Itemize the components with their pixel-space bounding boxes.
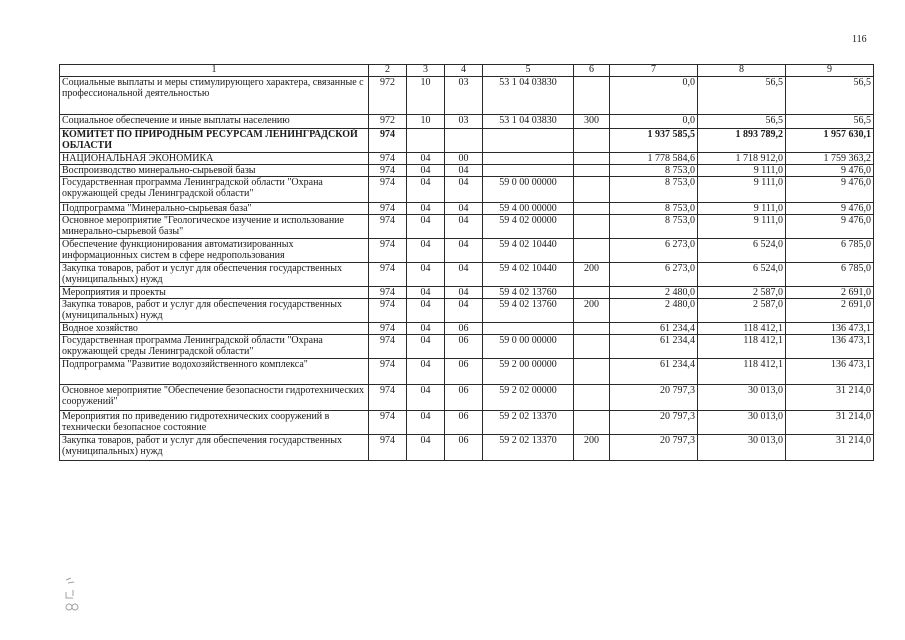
row-name: Воспроизводство минерально-сырьевой базы — [60, 165, 369, 177]
table-row — [60, 77, 874, 115]
row-ministry-code: 974 — [369, 239, 407, 263]
row-expense-type — [574, 165, 610, 177]
row-ministry-code: 974 — [369, 335, 407, 359]
table-row — [60, 129, 874, 153]
row-subsection-code: 04 — [445, 299, 483, 323]
row-amount-col7: 6 273,0 — [610, 239, 698, 263]
row-section-code: 04 — [407, 239, 445, 263]
row-amount-col7: 1 778 584,6 — [610, 153, 698, 165]
column-header: 2 — [369, 65, 407, 77]
row-section-code: 04 — [407, 287, 445, 299]
table-row — [60, 385, 874, 411]
row-name: Мероприятия и проекты — [60, 287, 369, 299]
row-amount-col9: 6 785,0 — [786, 239, 874, 263]
table-row — [60, 263, 874, 287]
row-subsection-code: 06 — [445, 323, 483, 335]
row-target-article: 53 1 04 03830 — [483, 115, 574, 129]
row-subsection-code: 04 — [445, 215, 483, 239]
row-name: Социальное обеспечение и иные выплаты населению — [60, 115, 369, 129]
row-target-article: 59 4 02 10440 — [483, 239, 574, 263]
row-amount-col9: 9 476,0 — [786, 215, 874, 239]
row-target-article — [483, 153, 574, 165]
row-section-code: 04 — [407, 215, 445, 239]
row-ministry-code: 974 — [369, 263, 407, 287]
row-expense-type — [574, 359, 610, 385]
row-name: Государственная программа Ленинградской области "Охрана окружающей среды Ленинградской области" — [60, 177, 369, 203]
scan-margin-marks — [65, 576, 79, 614]
row-target-article: 59 4 02 10440 — [483, 263, 574, 287]
row-amount-col9: 9 476,0 — [786, 165, 874, 177]
row-ministry-code: 974 — [369, 165, 407, 177]
row-name: Основное мероприятие "Обеспечение безопасности гидротехнических сооружений" — [60, 385, 369, 411]
row-amount-col9: 2 691,0 — [786, 299, 874, 323]
table-row — [60, 177, 874, 203]
row-section-code — [407, 129, 445, 153]
row-ministry-code: 974 — [369, 323, 407, 335]
row-amount-col7: 61 234,4 — [610, 359, 698, 385]
row-amount-col8: 56,5 — [698, 115, 786, 129]
budget-table — [59, 64, 874, 461]
row-amount-col7: 8 753,0 — [610, 177, 698, 203]
row-amount-col8: 30 013,0 — [698, 435, 786, 461]
row-expense-type: 300 — [574, 115, 610, 129]
row-ministry-code: 974 — [369, 385, 407, 411]
row-target-article — [483, 165, 574, 177]
row-name: Подпрограмма "Минерально-сырьевая база" — [60, 203, 369, 215]
row-name: Государственная программа Ленинградской области "Охрана окружающей среды Ленинградской области" — [60, 335, 369, 359]
table-row — [60, 165, 874, 177]
table-row — [60, 239, 874, 263]
row-amount-col7: 8 753,0 — [610, 215, 698, 239]
row-subsection-code: 03 — [445, 77, 483, 115]
row-name: Социальные выплаты и меры стимулирующего характера, связанные с профессиональной деятельностью — [60, 77, 369, 115]
row-subsection-code: 06 — [445, 435, 483, 461]
row-amount-col8: 6 524,0 — [698, 239, 786, 263]
row-ministry-code: 974 — [369, 203, 407, 215]
row-amount-col8: 9 111,0 — [698, 215, 786, 239]
column-header: 7 — [610, 65, 698, 77]
row-subsection-code: 00 — [445, 153, 483, 165]
row-amount-col7: 2 480,0 — [610, 287, 698, 299]
row-amount-col9: 136 473,1 — [786, 323, 874, 335]
row-expense-type — [574, 77, 610, 115]
table-row — [60, 215, 874, 239]
row-section-code: 04 — [407, 299, 445, 323]
row-amount-col8: 118 412,1 — [698, 335, 786, 359]
row-expense-type — [574, 335, 610, 359]
row-amount-col7: 8 753,0 — [610, 165, 698, 177]
row-target-article: 59 0 00 00000 — [483, 335, 574, 359]
row-amount-col8: 1 718 912,0 — [698, 153, 786, 165]
row-amount-col9: 136 473,1 — [786, 359, 874, 385]
row-ministry-code: 974 — [369, 129, 407, 153]
row-target-article: 59 0 00 00000 — [483, 177, 574, 203]
row-amount-col7: 0,0 — [610, 115, 698, 129]
row-amount-col9: 31 214,0 — [786, 411, 874, 435]
row-section-code: 04 — [407, 359, 445, 385]
row-section-code: 04 — [407, 435, 445, 461]
row-amount-col7: 20 797,3 — [610, 385, 698, 411]
table-row — [60, 359, 874, 385]
column-header: 3 — [407, 65, 445, 77]
row-target-article: 59 4 02 13760 — [483, 287, 574, 299]
row-amount-col9: 2 691,0 — [786, 287, 874, 299]
row-subsection-code: 06 — [445, 411, 483, 435]
row-section-code: 04 — [407, 263, 445, 287]
row-amount-col8: 56,5 — [698, 77, 786, 115]
row-subsection-code: 04 — [445, 239, 483, 263]
row-amount-col9: 1 957 630,1 — [786, 129, 874, 153]
column-header: 6 — [574, 65, 610, 77]
row-expense-type — [574, 177, 610, 203]
row-amount-col9: 1 759 363,2 — [786, 153, 874, 165]
table-row — [60, 287, 874, 299]
row-section-code: 04 — [407, 335, 445, 359]
row-ministry-code: 974 — [369, 435, 407, 461]
row-expense-type — [574, 323, 610, 335]
row-name: Основное мероприятие "Геологическое изучение и использование минерально-сырьевой базы" — [60, 215, 369, 239]
row-amount-col7: 6 273,0 — [610, 263, 698, 287]
row-expense-type — [574, 411, 610, 435]
row-expense-type: 200 — [574, 263, 610, 287]
row-amount-col8: 1 893 789,2 — [698, 129, 786, 153]
row-amount-col7: 2 480,0 — [610, 299, 698, 323]
row-name: Подпрограмма "Развитие водохозяйственного комплекса" — [60, 359, 369, 385]
row-amount-col8: 30 013,0 — [698, 385, 786, 411]
table-row — [60, 411, 874, 435]
handwritten-mark-icon — [65, 576, 79, 612]
row-expense-type — [574, 239, 610, 263]
row-expense-type — [574, 129, 610, 153]
row-subsection-code: 04 — [445, 263, 483, 287]
row-amount-col7: 20 797,3 — [610, 435, 698, 461]
row-amount-col7: 8 753,0 — [610, 203, 698, 215]
row-section-code: 04 — [407, 323, 445, 335]
row-target-article: 59 2 02 13370 — [483, 435, 574, 461]
row-amount-col9: 31 214,0 — [786, 385, 874, 411]
row-section-code: 04 — [407, 203, 445, 215]
row-target-article: 59 2 00 00000 — [483, 359, 574, 385]
row-amount-col8: 6 524,0 — [698, 263, 786, 287]
row-target-article: 59 2 02 00000 — [483, 385, 574, 411]
row-amount-col7: 61 234,4 — [610, 335, 698, 359]
row-amount-col8: 9 111,0 — [698, 165, 786, 177]
row-ministry-code: 974 — [369, 299, 407, 323]
row-target-article: 53 1 04 03830 — [483, 77, 574, 115]
page-number: 116 — [852, 34, 867, 45]
row-section-code: 04 — [407, 177, 445, 203]
row-ministry-code: 974 — [369, 177, 407, 203]
row-amount-col9: 56,5 — [786, 115, 874, 129]
row-section-code: 10 — [407, 115, 445, 129]
table-row — [60, 153, 874, 165]
row-name: Обеспечение функционирования автоматизированных информационных систем в сфере недропользования — [60, 239, 369, 263]
row-target-article: 59 4 00 00000 — [483, 203, 574, 215]
row-amount-col9: 136 473,1 — [786, 335, 874, 359]
row-expense-type — [574, 385, 610, 411]
row-subsection-code: 06 — [445, 385, 483, 411]
row-amount-col9: 56,5 — [786, 77, 874, 115]
row-amount-col9: 6 785,0 — [786, 263, 874, 287]
row-amount-col9: 9 476,0 — [786, 203, 874, 215]
row-expense-type: 200 — [574, 299, 610, 323]
row-name: Водное хозяйство — [60, 323, 369, 335]
row-amount-col8: 118 412,1 — [698, 323, 786, 335]
row-target-article: 59 2 02 13370 — [483, 411, 574, 435]
column-header: 1 — [60, 65, 369, 77]
row-amount-col9: 31 214,0 — [786, 435, 874, 461]
row-ministry-code: 972 — [369, 77, 407, 115]
row-ministry-code: 974 — [369, 153, 407, 165]
column-header: 4 — [445, 65, 483, 77]
row-name: Закупка товаров, работ и услуг для обеспечения государственных (муниципальных) нужд — [60, 263, 369, 287]
row-ministry-code: 974 — [369, 215, 407, 239]
row-amount-col9: 9 476,0 — [786, 177, 874, 203]
row-subsection-code: 04 — [445, 287, 483, 299]
row-expense-type — [574, 203, 610, 215]
row-ministry-code: 974 — [369, 359, 407, 385]
row-name: КОМИТЕТ ПО ПРИРОДНЫМ РЕСУРСАМ ЛЕНИНГРАДСКОЙ ОБЛАСТИ — [60, 129, 369, 153]
row-subsection-code: 06 — [445, 335, 483, 359]
row-target-article: 59 4 02 13760 — [483, 299, 574, 323]
row-ministry-code: 974 — [369, 287, 407, 299]
row-subsection-code — [445, 129, 483, 153]
row-amount-col8: 9 111,0 — [698, 177, 786, 203]
row-subsection-code: 06 — [445, 359, 483, 385]
column-header: 5 — [483, 65, 574, 77]
row-section-code: 04 — [407, 385, 445, 411]
row-amount-col8: 2 587,0 — [698, 299, 786, 323]
row-name: Закупка товаров, работ и услуг для обеспечения государственных (муниципальных) нужд — [60, 435, 369, 461]
row-section-code: 04 — [407, 165, 445, 177]
row-amount-col8: 2 587,0 — [698, 287, 786, 299]
row-section-code: 04 — [407, 153, 445, 165]
table-row — [60, 323, 874, 335]
table-row — [60, 435, 874, 461]
row-ministry-code: 972 — [369, 115, 407, 129]
row-name: Мероприятия по приведению гидротехнических сооружений в технически безопасное состояние — [60, 411, 369, 435]
table-row — [60, 203, 874, 215]
column-header: 8 — [698, 65, 786, 77]
row-name: НАЦИОНАЛЬНАЯ ЭКОНОМИКА — [60, 153, 369, 165]
row-subsection-code: 04 — [445, 177, 483, 203]
row-subsection-code: 03 — [445, 115, 483, 129]
row-target-article — [483, 323, 574, 335]
row-ministry-code: 974 — [369, 411, 407, 435]
table-header-row — [60, 65, 874, 77]
row-expense-type — [574, 153, 610, 165]
row-amount-col8: 30 013,0 — [698, 411, 786, 435]
row-expense-type: 200 — [574, 435, 610, 461]
row-section-code: 10 — [407, 77, 445, 115]
row-subsection-code: 04 — [445, 203, 483, 215]
row-target-article — [483, 129, 574, 153]
row-amount-col8: 118 412,1 — [698, 359, 786, 385]
row-target-article: 59 4 02 00000 — [483, 215, 574, 239]
row-amount-col8: 9 111,0 — [698, 203, 786, 215]
table-row — [60, 299, 874, 323]
row-section-code: 04 — [407, 411, 445, 435]
row-expense-type — [574, 287, 610, 299]
row-name: Закупка товаров, работ и услуг для обеспечения государственных (муниципальных) нужд — [60, 299, 369, 323]
table-row — [60, 335, 874, 359]
column-header: 9 — [786, 65, 874, 77]
row-subsection-code: 04 — [445, 165, 483, 177]
row-amount-col7: 1 937 585,5 — [610, 129, 698, 153]
row-amount-col7: 61 234,4 — [610, 323, 698, 335]
table-row — [60, 115, 874, 129]
row-amount-col7: 20 797,3 — [610, 411, 698, 435]
row-expense-type — [574, 215, 610, 239]
row-amount-col7: 0,0 — [610, 77, 698, 115]
